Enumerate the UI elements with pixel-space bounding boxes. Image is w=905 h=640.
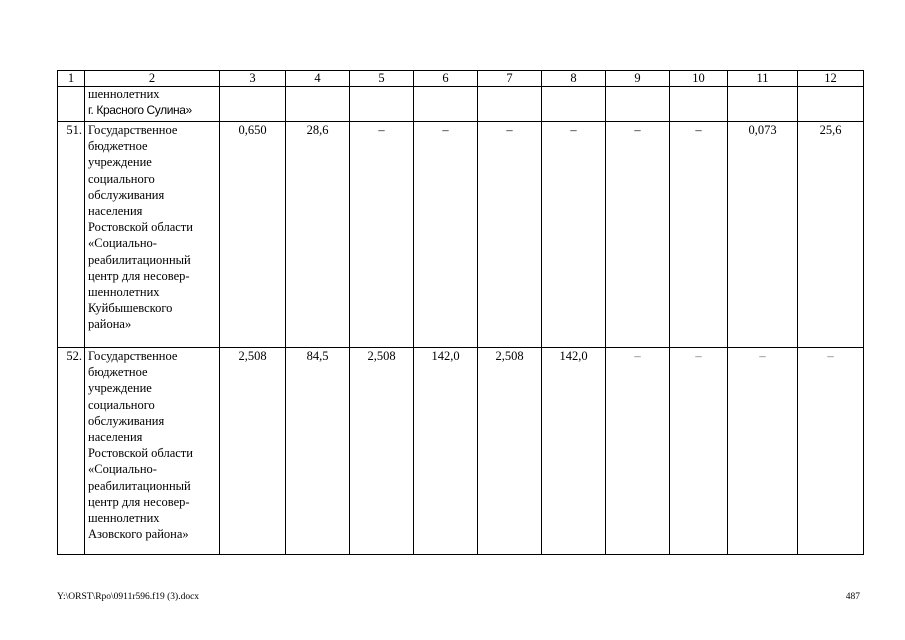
value-cell [220,87,286,122]
header-cell: 9 [606,71,670,87]
header-cell: 2 [85,71,220,87]
header-cell: 1 [58,71,85,87]
value-cell: – [350,122,414,348]
value-cell [670,87,728,122]
header-cell: 4 [286,71,350,87]
header-cell: 3 [220,71,286,87]
continued-text-end: г. Красного Сулина» [88,103,192,117]
value-cell [798,87,864,122]
value-cell: – [606,122,670,348]
value-cell: 2,508 [478,348,542,555]
value-cell [286,87,350,122]
value-cell: – [414,122,478,348]
value-cell: – [542,122,606,348]
value-cell: – [798,348,864,555]
header-cell: 12 [798,71,864,87]
value-cell: 0,073 [728,122,798,348]
header-cell: 8 [542,71,606,87]
value-cell: – [670,348,728,555]
value-cell: 0,650 [220,122,286,348]
footer-file-path: Y:\ORST\Rpo\0911r596.f19 (3).docx [57,592,200,602]
value-cell: 25,6 [798,122,864,348]
table-row [58,122,864,348]
row-number-cell [58,87,85,122]
value-cell: – [478,122,542,348]
value-cell [350,87,414,122]
header-cell: 10 [670,71,728,87]
data-table [57,70,864,555]
value-cell [414,87,478,122]
continued-text: шеннолетних [88,87,160,101]
header-cell: 11 [728,71,798,87]
header-cell: 5 [350,71,414,87]
value-cell: 2,508 [220,348,286,555]
value-cell: 142,0 [414,348,478,555]
value-cell [606,87,670,122]
header-row [58,71,864,87]
table-row-continuation [58,87,864,122]
row-name-cell: Государственное бюджетное учреждение социального обслуживания населения Ростовской области «Социально- реабилитационный центр для несовер- шеннолетних Азовского района» [85,348,220,555]
header-cell: 7 [478,71,542,87]
value-cell [728,87,798,122]
row-number-cell: 52. [58,348,85,555]
value-cell: 28,6 [286,122,350,348]
value-cell [542,87,606,122]
value-cell: – [728,348,798,555]
row-name-cell [85,87,220,122]
value-cell: 142,0 [542,348,606,555]
table-row [58,348,864,555]
row-number-cell: 51. [58,122,85,348]
row-name-cell: Государственное бюджетное учреждение социального обслуживания населения Ростовской области «Социально- реабилитационный центр для несовер- шеннолетних Куйбышевского района» [85,122,220,348]
footer-page-number: 487 [845,592,860,602]
value-cell [478,87,542,122]
header-cell: 6 [414,71,478,87]
value-cell: – [606,348,670,555]
value-cell: 84,5 [286,348,350,555]
value-cell: – [670,122,728,348]
value-cell: 2,508 [350,348,414,555]
